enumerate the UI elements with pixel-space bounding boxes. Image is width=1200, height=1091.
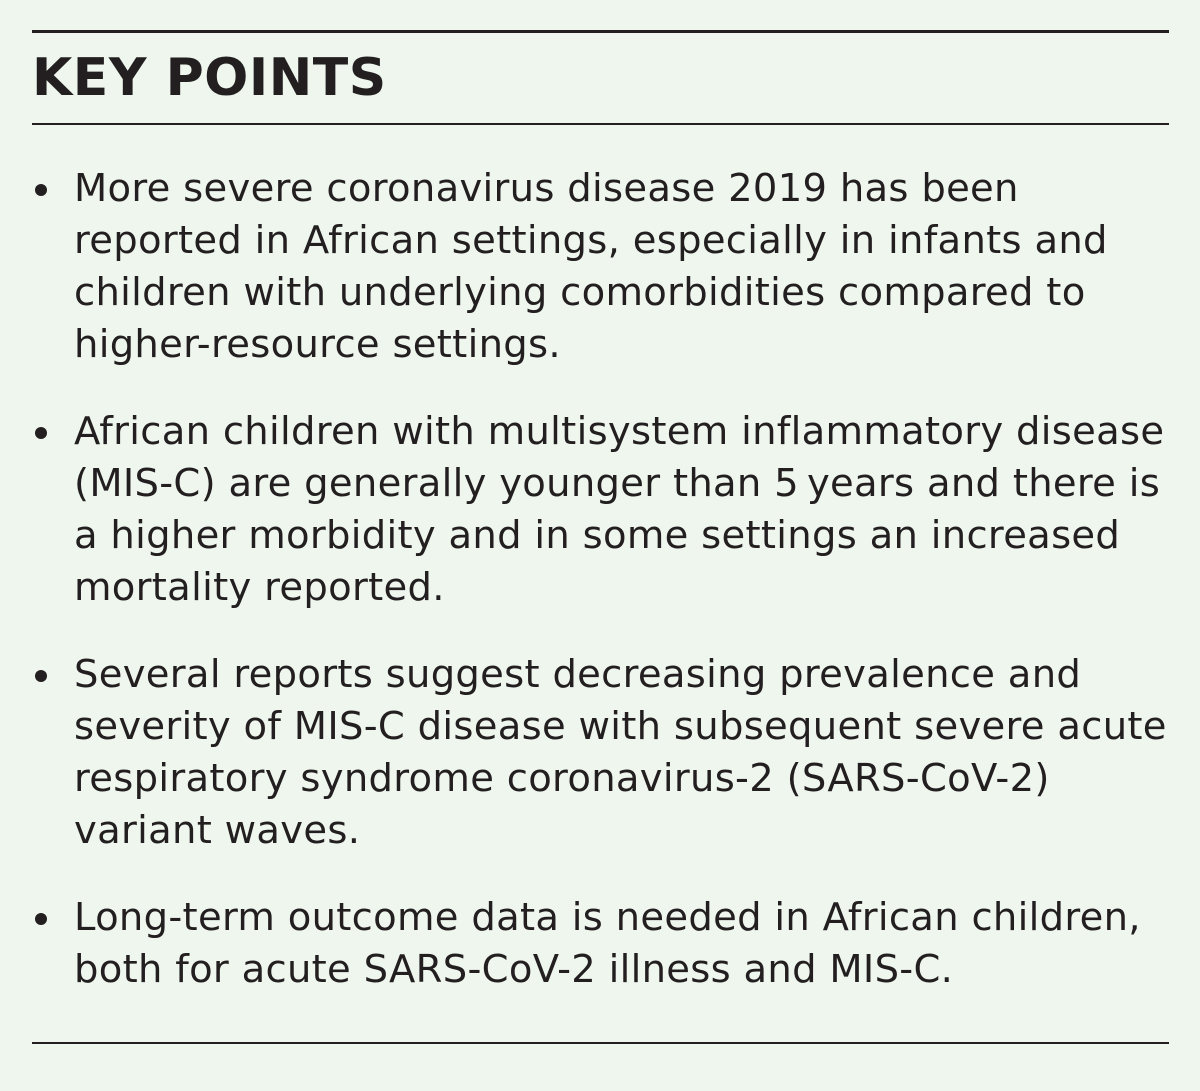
list-item <box>32 163 1169 371</box>
bottom-divider <box>32 1042 1169 1044</box>
key-points-list <box>32 163 1169 1031</box>
list-item <box>32 406 1169 614</box>
list-item-text: African children with multisystem inflammatory disease (MIS-C) are generally younger than 5 years and there is a higher morbidity and in some settings an increased mortality reported. <box>74 409 1165 610</box>
bullet-icon <box>35 913 47 925</box>
list-item-text: More severe coronavirus disease 2019 has been reported in African settings, especially in infants and children with underlying comorbidities compared to higher-resource settings. <box>74 166 1108 367</box>
key-points-heading: KEY POINTS <box>32 48 387 108</box>
bullet-icon <box>35 670 47 682</box>
list-item <box>32 649 1169 857</box>
list-item-text: Long-term outcome data is needed in African children, both for acute SARS-CoV-2 illness and MIS-C. <box>74 895 1141 992</box>
heading-divider <box>32 123 1169 125</box>
top-divider <box>32 30 1169 33</box>
key-points-box <box>32 30 1169 1045</box>
bullet-icon <box>35 184 47 196</box>
list-item-text: Several reports suggest decreasing prevalence and severity of MIS-C disease with subsequent severe acute respiratory syndrome coronavirus-2 (SARS-CoV-2) variant waves. <box>74 652 1167 853</box>
list-item <box>32 892 1169 996</box>
bullet-icon <box>35 427 47 439</box>
